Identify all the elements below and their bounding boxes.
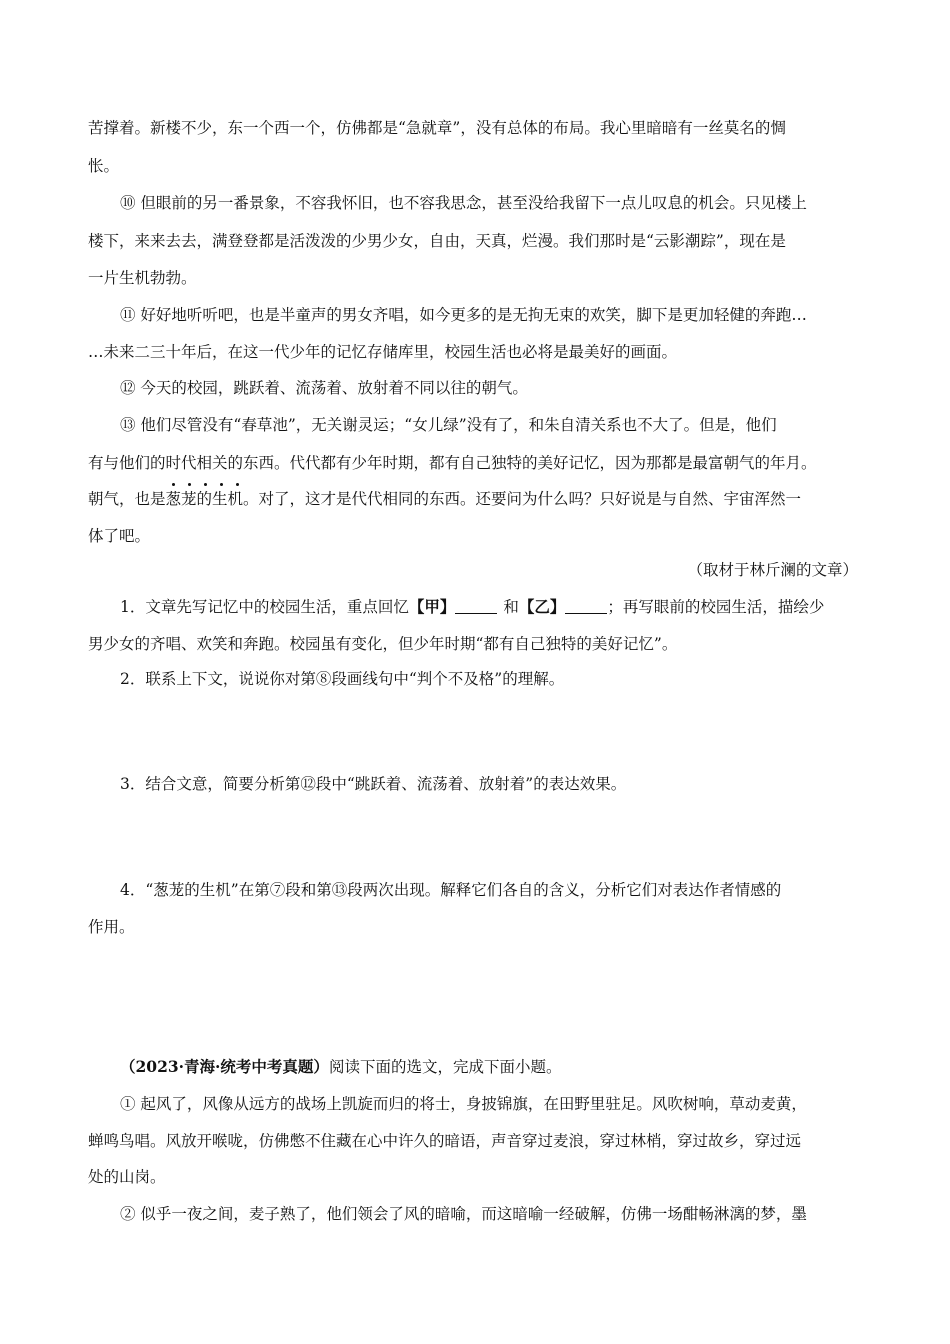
blank-jia[interactable] (455, 599, 497, 614)
source-attribution: （取材于林斤澜的文章） (687, 561, 858, 579)
exam-source: （2023·青海·统考中考真题） (120, 1057, 329, 1076)
paragraph-10-line-2: 楼下，来来去去，满登登都是活泼泼的少男少女，自由，天真，烂漫。我们那时是“云影潮踪”，现在是 (88, 232, 786, 250)
paragraph-13-line-3-pre: 朝气，也是 (88, 490, 166, 508)
blank-yi-label: 【乙】 (518, 597, 566, 616)
question-3: 3．结合文意，简要分析第⑫段中“跳跃着、流荡着、放射着”的表达效果。 (120, 775, 627, 793)
question-4-line-2: 作用。 (88, 918, 135, 936)
paragraph-13-line-3 (88, 489, 801, 509)
paragraph-12-line-1: ⑫ 今天的校园，跳跃着、流荡着、放射着不同以往的朝气。 (120, 379, 528, 397)
passage-2-paragraph-1-line-1: ① 起风了，风像从远方的战场上凯旋而归的将士，身披锦旗，在田野里驻足。风吹树响，草动麦黄， (120, 1095, 807, 1113)
paragraph-11-line-2: …未来二三十年后，在这一代少年的记忆存储库里，校园生活也必将是最美好的画面。 (88, 343, 678, 361)
question-4-line-1: 4．“葱茏的生机”在第⑦段和第⑬段两次出现。解释它们各自的含义，分析它们对表达作者情感的 (120, 881, 782, 899)
blank-jia-label: 【甲】 (408, 597, 456, 616)
passage-2-paragraph-2-line-1: ② 似乎一夜之间，麦子熟了，他们领会了风的暗喻，而这暗喻一经破解，仿佛一场酣畅淋漓的梦，墨 (120, 1205, 807, 1223)
paragraph-9-line-1: 苦撑着。新楼不少，东一个西一个，仿佛都是“急就章”，没有总体的布局。我心里暗暗有一丝莫名的惆 (88, 119, 786, 137)
paragraph-13-line-4: 体了吧。 (88, 527, 151, 545)
paragraph-13-line-2: 有与他们的时代相关的东西。代代都有少年时期，都有自己独特的美好记忆，因为那都是最富朝气的年月。 (88, 454, 817, 472)
paragraph-11-line-1: ⑪ 好好地听听吧，也是半童声的男女齐唱，如今更多的是无拘无束的欢笑，脚下是更加轻健的奔跑… (120, 306, 807, 324)
question-2: 2．联系上下文，说说你对第⑧段画线句中“判个不及格”的理解。 (120, 670, 565, 688)
paragraph-10-line-3: 一片生机勃勃。 (88, 269, 197, 287)
emphasized-phrase: 葱茏的生机 (166, 489, 244, 509)
paragraph-13-line-3-post: 。对了，这才是代代相同的东西。还要问为什么吗？只好说是与自然、宇宙浑然一 (243, 490, 802, 508)
passage-2-paragraph-1-line-3: 处的山岗。 (88, 1168, 166, 1186)
question-1-line-1: 1．文章先写记忆中的校园生活，重点回忆【甲】 和【乙】 ；再写眼前的校园生活，描绘少 (120, 597, 825, 616)
passage-2-paragraph-1-line-2: 蝉鸣鸟唱。风放开喉咙，仿佛憋不住藏在心中许久的暗语，声音穿过麦浪，穿过林梢，穿过故乡，穿过远 (88, 1132, 802, 1150)
paragraph-13-line-1: ⑬ 他们尽管没有“春草池”，无关谢灵运；“女儿绿”没有了，和朱自清关系也不大了。但是，他们 (120, 416, 777, 434)
question-1-line-2: 男少女的齐唱、欢笑和奔跑。校园虽有变化，但少年时期“都有自己独特的美好记忆”。 (88, 635, 678, 653)
passage-2-header: （2023·青海·统考中考真题）阅读下面的选文，完成下面小题。 (120, 1057, 562, 1076)
paragraph-9-line-2: 怅。 (88, 157, 120, 175)
paragraph-10-line-1: ⑩ 但眼前的另一番景象，不容我怀旧，也不容我思念，甚至没给我留下一点儿叹息的机会。只见楼上 (120, 194, 807, 212)
blank-yi[interactable] (565, 599, 607, 614)
